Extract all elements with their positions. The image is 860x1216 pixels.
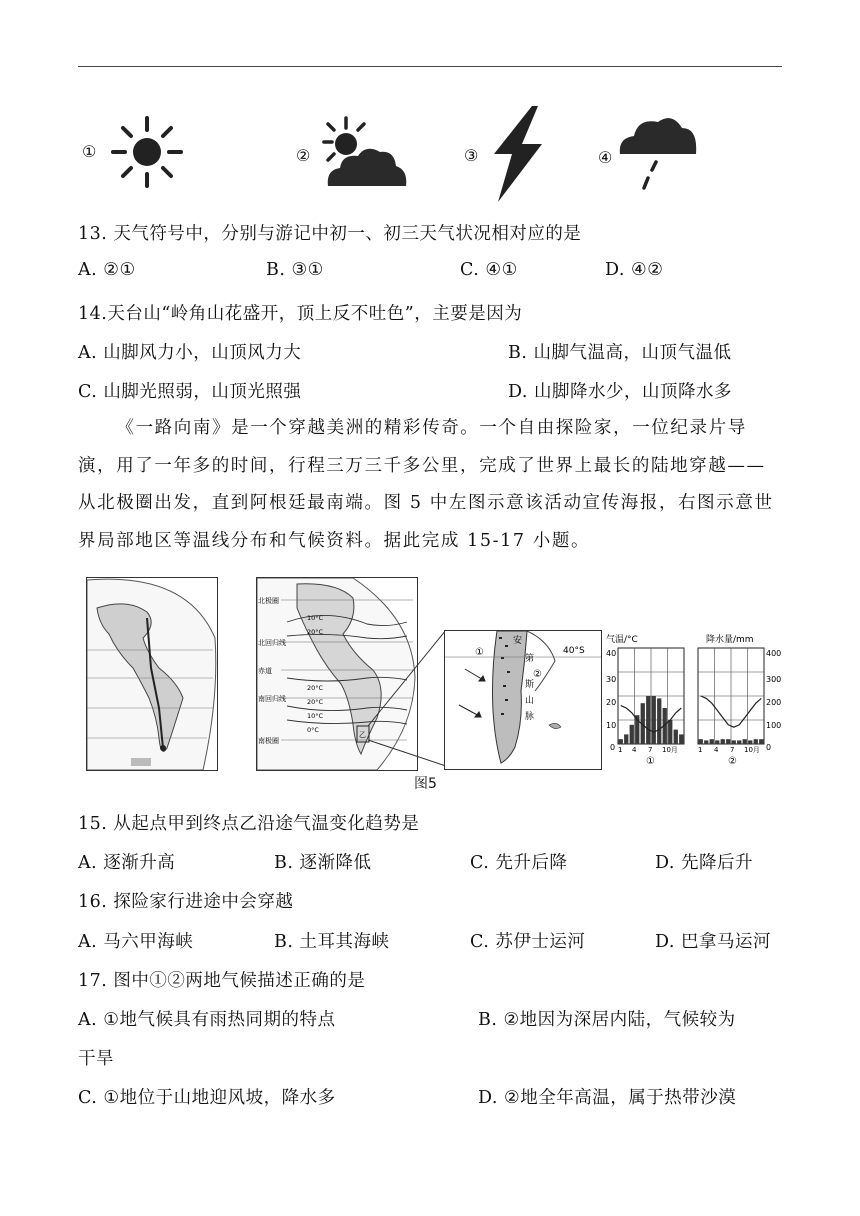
q14-option-a[interactable]: A. 山脚风力小，山顶风力大: [78, 343, 302, 363]
inset-label-an: 安: [513, 636, 523, 646]
chart1-temp-title: 气温/°C: [606, 635, 638, 645]
inset-label-40s: 40°S: [563, 646, 585, 656]
chart1-precip-bar: [674, 730, 678, 744]
map-label-arctic-circle: 北极圈: [258, 597, 279, 605]
inset-connector: [368, 600, 448, 770]
symbol-3: [464, 104, 554, 204]
q17-option-b-continued: 干旱: [78, 1049, 114, 1069]
chart2-precip-bar: [748, 740, 752, 744]
inset-label-point-1: ①: [475, 647, 484, 658]
chart2-precip-bar: [704, 740, 708, 744]
figure-caption: 图5: [414, 776, 437, 792]
map-label-equator: 赤道: [258, 667, 272, 675]
q14-option-b[interactable]: B. 山脚气温高，山顶气温低: [508, 343, 732, 363]
climate-chart-2: [694, 632, 786, 766]
chart1-tick-40: 40: [606, 649, 617, 658]
q14-option-d[interactable]: D. 山脚降水少，山顶降水多: [508, 382, 733, 402]
chart2-tick-300: 300: [766, 675, 782, 684]
chart1-month-4: 4: [632, 746, 637, 754]
chart2-precip-bar: [759, 739, 763, 744]
q15-option-a[interactable]: A. 逐渐升高: [78, 853, 176, 873]
q13-option-a[interactable]: A. ②①: [78, 260, 136, 280]
q17-option-c[interactable]: C. ①地位于山地迎风坡，降水多: [78, 1088, 336, 1108]
chart2-precip-bar: [743, 739, 747, 744]
inset-map: [444, 630, 602, 770]
sun-icon: [102, 112, 192, 192]
chart1-precip-bar: [630, 725, 634, 744]
chart2-precip-bar: [699, 739, 703, 744]
chart1-precip-bar: [624, 734, 628, 744]
isotherm-label-2: 20°C: [307, 628, 324, 636]
isotherm-label-6: 0°C: [307, 726, 319, 734]
inset-label-point-2: ②: [533, 669, 542, 680]
chart1-precip-bar: [652, 696, 656, 744]
chart2-tick-200: 200: [766, 698, 782, 707]
q13-option-c[interactable]: C. ④①: [460, 260, 518, 280]
header-rule: [78, 66, 782, 67]
symbol-3-number: ③: [464, 146, 479, 165]
q14-option-c[interactable]: C. 山脚光照弱，山顶光照强: [78, 382, 302, 402]
isotherm-label-4: 20°C: [307, 698, 324, 706]
q15-stem: 15. 从起点甲到终点乙沿途气温变化趋势是: [78, 814, 420, 834]
q16-option-b[interactable]: B. 土耳其海峡: [274, 932, 390, 952]
map-label-yi: 乙: [359, 731, 366, 739]
symbol-2: [296, 118, 416, 193]
chart2-precip-bar: [737, 740, 741, 744]
q17-option-b[interactable]: B. ②地因为深居内陆，气候较为: [478, 1010, 736, 1030]
chart1-tick-20: 20: [606, 698, 617, 707]
q13-option-b[interactable]: B. ③①: [266, 260, 324, 280]
symbol-4: [598, 110, 708, 200]
chart2-month-1: 1: [698, 746, 703, 754]
chart1-precip-bar: [657, 698, 661, 744]
chart2-tick-0: 0: [766, 743, 772, 752]
symbol-2-number: ②: [296, 146, 311, 165]
q15-option-d[interactable]: D. 先降后升: [655, 853, 754, 873]
q15-option-b[interactable]: B. 逐渐降低: [274, 853, 372, 873]
chart1-precip-bar: [619, 739, 623, 744]
passage-text: 《一路向南》是一个穿越美洲的精彩传奇。一个自由探险家，一位纪录片导演，用了一年多的时间，行程三万三千多公里，完成了世界上最长的陆地穿越——从北极圈出发，直到阿根廷最南端。图 5 中左图示意该活动宣传海报，右图示意世界局部地区等温线分布和气候资料。据此完成 15-17 小题。: [78, 418, 774, 551]
chart1-month-1: 1: [618, 746, 623, 754]
sun-cloud-icon: [314, 114, 414, 192]
q16-option-a[interactable]: A. 马六甲海峡: [78, 932, 194, 952]
q15-option-c[interactable]: C. 先升后降: [470, 853, 568, 873]
passage: [78, 410, 782, 560]
q17-option-d[interactable]: D. ②地全年高温，属于热带沙漠: [478, 1088, 737, 1108]
chart1-precip-bar: [668, 720, 672, 744]
chart2-month-4: 4: [714, 746, 719, 754]
q13-option-d[interactable]: D. ④②: [605, 260, 664, 280]
q16-option-c[interactable]: C. 苏伊士运河: [470, 932, 586, 952]
inset-label-di: 第: [525, 654, 535, 664]
chart2-precip-bar: [715, 740, 719, 744]
chart2-precip-bar: [754, 739, 758, 744]
inset-label-si: 斯: [525, 680, 535, 690]
q16-option-d[interactable]: D. 巴拿马运河: [655, 932, 772, 952]
q17-stem: 17. 图中①②两地气候描述正确的是: [78, 971, 366, 991]
map-label-tropic-capricorn: 南回归线: [258, 695, 286, 703]
chart1-label: ①: [646, 756, 655, 766]
chart2-tick-100: 100: [766, 721, 782, 730]
chart2-precip-bar: [732, 740, 736, 744]
poster-map: [86, 577, 218, 771]
q16-stem: 16. 探险家行进途中会穿越: [78, 892, 294, 912]
chart2-precip-bar: [726, 739, 730, 744]
rain-cloud-icon: [616, 110, 702, 196]
symbol-4-number: ④: [598, 148, 613, 167]
chart2-month-10: 10月: [744, 746, 760, 754]
chart1-tick-10: 10: [606, 721, 617, 730]
symbol-1-number: ①: [82, 142, 97, 161]
inset-label-mai: 脉: [525, 712, 535, 722]
chart2-precip-bar: [721, 739, 725, 744]
chart1-month-10: 10月: [662, 746, 678, 754]
q14-stem: 14.天台山“岭角山花盛开，顶上反不吐色”，主要是因为: [78, 304, 523, 324]
isotherm-label-1: 10°C: [307, 614, 324, 622]
q13-stem: 13. 天气符号中，分别与游记中初一、初三天气状况相对应的是: [78, 224, 582, 244]
inset-label-shan: 山: [525, 696, 535, 706]
map-label-antarctic-circle: 南极圈: [258, 737, 279, 745]
chart1-month-7: 7: [648, 746, 653, 754]
q17-option-a[interactable]: A. ①地气候具有雨热同期的特点: [78, 1010, 336, 1030]
chart2-tick-400: 400: [766, 649, 782, 658]
chart1-tick-30: 30: [606, 675, 617, 684]
chart1-precip-bar: [679, 734, 683, 744]
climate-chart-1: [602, 632, 692, 766]
isotherm-label-3: 20°C: [307, 684, 324, 692]
chart1-precip-bar: [646, 696, 650, 744]
map-label-tropic-cancer: 北回归线: [258, 639, 286, 647]
chart2-precip-title: 降水量/mm: [706, 635, 754, 645]
isotherm-label-5: 10°C: [307, 712, 324, 720]
chart2-month-7: 7: [730, 746, 735, 754]
chart2-precip-bar: [710, 739, 714, 744]
chart2-label: ②: [728, 756, 737, 766]
lightning-icon: [482, 104, 548, 204]
chart1-tick-0: 0: [610, 743, 616, 752]
symbol-1: [82, 118, 192, 188]
